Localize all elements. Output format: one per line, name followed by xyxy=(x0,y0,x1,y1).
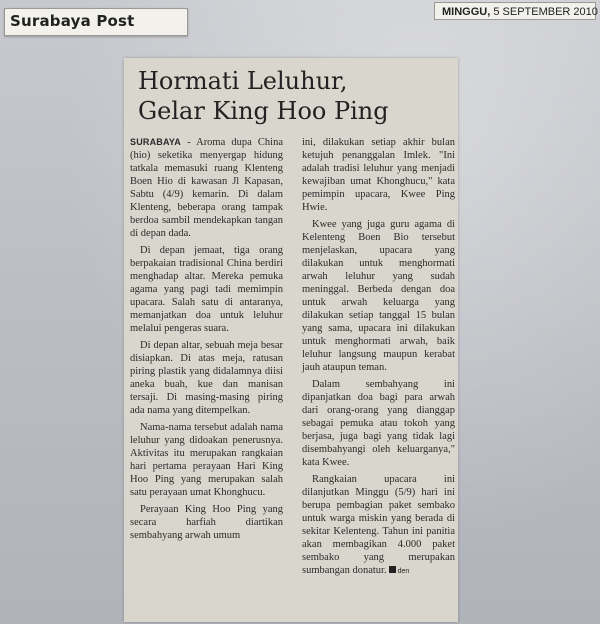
article-paragraph: ini, dilakukan setiap akhir bulan ketujuh penanggalan Imlek. "Ini adalah tradisi leluhur yang menjadi kewajiban umat Khonghucu," kata pemimpin upacara, Kwee Ping Hwie. xyxy=(302,137,455,213)
newspaper-name: Surabaya Post xyxy=(10,12,135,30)
article-paragraph: Dalam sembahyang ini dipanjatkan doa bagi para arwah dari orang-orang yang dianggap sebagai pemuka atau tokoh yang berjasa, juga bagi yang tidak lagi disembahyangi oleh keluarganya," kata Kwee. xyxy=(302,379,455,468)
article-paragraph: Perayaan King Hoo Ping yang secara harfiah diartikan sembahyang arwah umum xyxy=(130,504,283,541)
article-column-right xyxy=(302,136,455,582)
article-paragraph: Di depan altar, sebuah meja besar disiapkan. Di atas meja, ratusan piring plastik yang didalamnya diisi aneka buah, kue dan manisan tersaji. Di masing-masing piring ada nama yang ditempelkan. xyxy=(130,340,283,416)
article-headline xyxy=(138,66,448,126)
article-paragraph: SURABAYA - Aroma dupa China (hio) seketika menyergap hidung tatkala memasuki ruang Klenteng Boen Hio di kawasan Jl Kapasan, Sabtu (4/9) kemarin. Di dalam Klenteng, beberapa orang tampak berdoa sambil mendekapkan tangan di depan dada. xyxy=(130,137,283,239)
issue-date xyxy=(434,2,596,20)
article-paragraph: Rangkaian upacara ini dilanjutkan Minggu (5/9) hari ini berupa pembagian paket sembako untuk warga miskin yang berada di sekitar Kelenteng. Tahun ini panitia akan membagikan 4.000 paket sembako yang merupakan sumbangan donatur. den xyxy=(302,474,455,576)
article-paragraph: Kwee yang juga guru agama di Kelenteng Boen Bio tersebut menjelaskan, upacara yang dilakukan untuk menghormati arwah leluhur yang sudah meninggal. Berbeda dengan doa untuk arwah keluarga yang dilakukan setiap tanggal 15 bulan yang sama, upacara ini dilakukan untuk menghormati arwah, baik leluhur langsung maupun kerabat jauh ataupun teman. xyxy=(302,219,455,373)
article-paragraph: Nama-nama tersebut adalah nama leluhur yang didoakan penerusnya. Aktivitas itu merupakan rangkaian hari pertama perayaan Hari King Hoo Ping yang merupakan salah satu perayaan umat Khonghucu. xyxy=(130,422,283,498)
newspaper-masthead xyxy=(4,8,188,36)
article-paragraph: Di depan jemaat, tiga orang berpakaian tradisional China berdiri menghadap altar. Mereka pemuka agama yang pagi tadi memimpin upacara. Salah satu di antaranya, memanjatkan doa untuk leluhur melalui pengeras suara. xyxy=(130,245,283,334)
author-byline: den xyxy=(397,568,410,575)
article-column-left xyxy=(130,136,283,546)
issue-day: MINGGU, xyxy=(442,6,491,18)
issue-date-text: 5 SEPTEMBER 2010 xyxy=(493,6,598,18)
headline-line-2: Gelar King Hoo Ping xyxy=(138,97,389,125)
newspaper-clipping xyxy=(124,58,458,622)
headline-line-1: Hormati Leluhur, xyxy=(138,67,348,95)
end-of-article-mark xyxy=(389,566,396,573)
dateline-city: SURABAYA xyxy=(130,137,181,147)
